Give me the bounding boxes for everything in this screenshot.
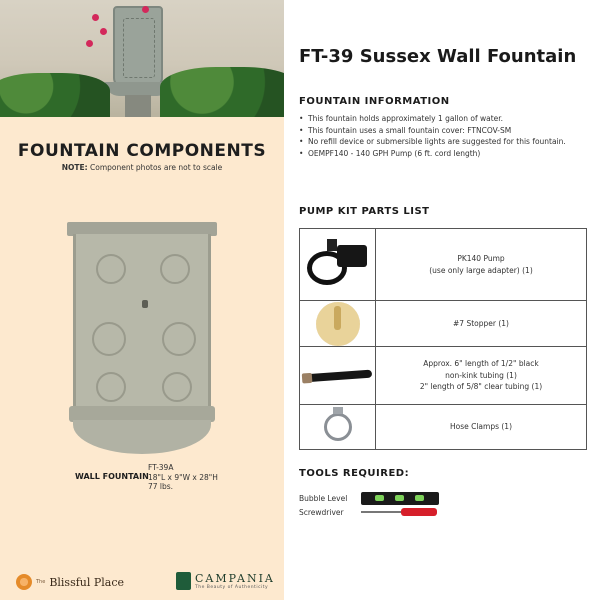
part-description: PK140 Pump (use only large adapter) (1) [376,229,587,301]
part-image-cell [300,347,376,405]
tool-row [299,492,439,505]
stopper-icon [316,302,360,346]
tool-label: Screwdriver [299,507,344,517]
section-title-fountain-components: FOUNTAIN COMPONENTS [17,141,267,161]
hero-flower [142,6,149,13]
pump-kit-parts-table [299,228,587,450]
part-description: Approx. 6" length of 1/2" black non-kink tubing (1) 2" length of 5/8" clear tubing (1) [376,347,587,405]
ornament-sunflower [96,372,126,402]
pump-icon [305,237,371,293]
section-heading-fountain-information: FOUNTAIN INFORMATION [299,96,450,107]
blissful-place-the: The [36,579,46,585]
fountain-information-list [299,113,587,159]
ornament-sunflower [162,322,196,356]
ornament-sunflower [92,322,126,356]
blissful-place-name: Blissful Place [49,575,125,589]
hero-foliage-left [0,73,110,117]
part-image-cell [300,301,376,347]
part-image-cell [300,229,376,301]
campania-name: CAMPANIA [195,572,275,585]
list-item: • This fountain holds approximately 1 gallon of water. [299,113,587,125]
page-title: FT-39 Sussex Wall Fountain [299,46,577,67]
fountain-basin [73,420,211,454]
product-dimensions: 18"L x 9"W x 28"H [148,472,218,482]
hero-fountain-pedestal [125,95,151,117]
list-item: • This fountain uses a small fountain cover: FTNCOV-SM [299,125,587,137]
ornament-scroll [160,254,190,284]
part-description: Hose Clamps (1) [376,405,587,450]
tool-label: Bubble Level [299,494,348,503]
section-heading-pump-kit: PUMP KIT PARTS LIST [299,206,430,217]
scale-note [0,163,284,172]
note-text: Component photos are not to scale [90,163,223,172]
product-weight: 77 lbs. [148,482,174,491]
bubble-level-icon [361,492,439,505]
hero-fountain-wall-piece [113,6,163,88]
table-row [300,301,587,347]
table-row [300,347,587,405]
product-sku: FT-39A [148,463,174,472]
hero-flower [92,14,99,21]
hose-clamp-icon [324,413,352,441]
campania-mark-icon [176,572,191,590]
product-label: WALL FOUNTAIN [75,472,149,481]
hero-flower [86,40,93,47]
campania-tagline: The Beauty of Authenticity [195,585,269,590]
note-label: NOTE: [61,163,88,172]
part-image-cell [300,405,376,450]
wall-fountain-image [67,222,217,458]
blissful-place-logo [16,574,124,590]
fountain-spout [142,300,148,308]
table-row [300,229,587,301]
tubing-icon [303,369,371,382]
product-specs [148,463,218,492]
campania-logo [176,572,275,590]
section-heading-tools: TOOLS REQUIRED: [299,468,410,479]
sun-icon [16,574,32,590]
hero-flower [100,28,107,35]
hero-photo [0,0,284,117]
hero-foliage-right [160,67,284,117]
fountain-ornamental-panel [73,234,211,414]
table-row [300,405,587,450]
tool-row [299,507,439,517]
left-panel [0,0,284,600]
ornament-scroll [96,254,126,284]
ornament-sunflower [162,372,192,402]
list-item: • OEMPF140 - 140 GPH Pump (6 ft. cord length) [299,148,587,160]
list-item: • No refill device or submersible lights are suggested for this fountain. [299,136,587,148]
part-description: #7 Stopper (1) [376,301,587,347]
screwdriver-icon [361,507,439,517]
